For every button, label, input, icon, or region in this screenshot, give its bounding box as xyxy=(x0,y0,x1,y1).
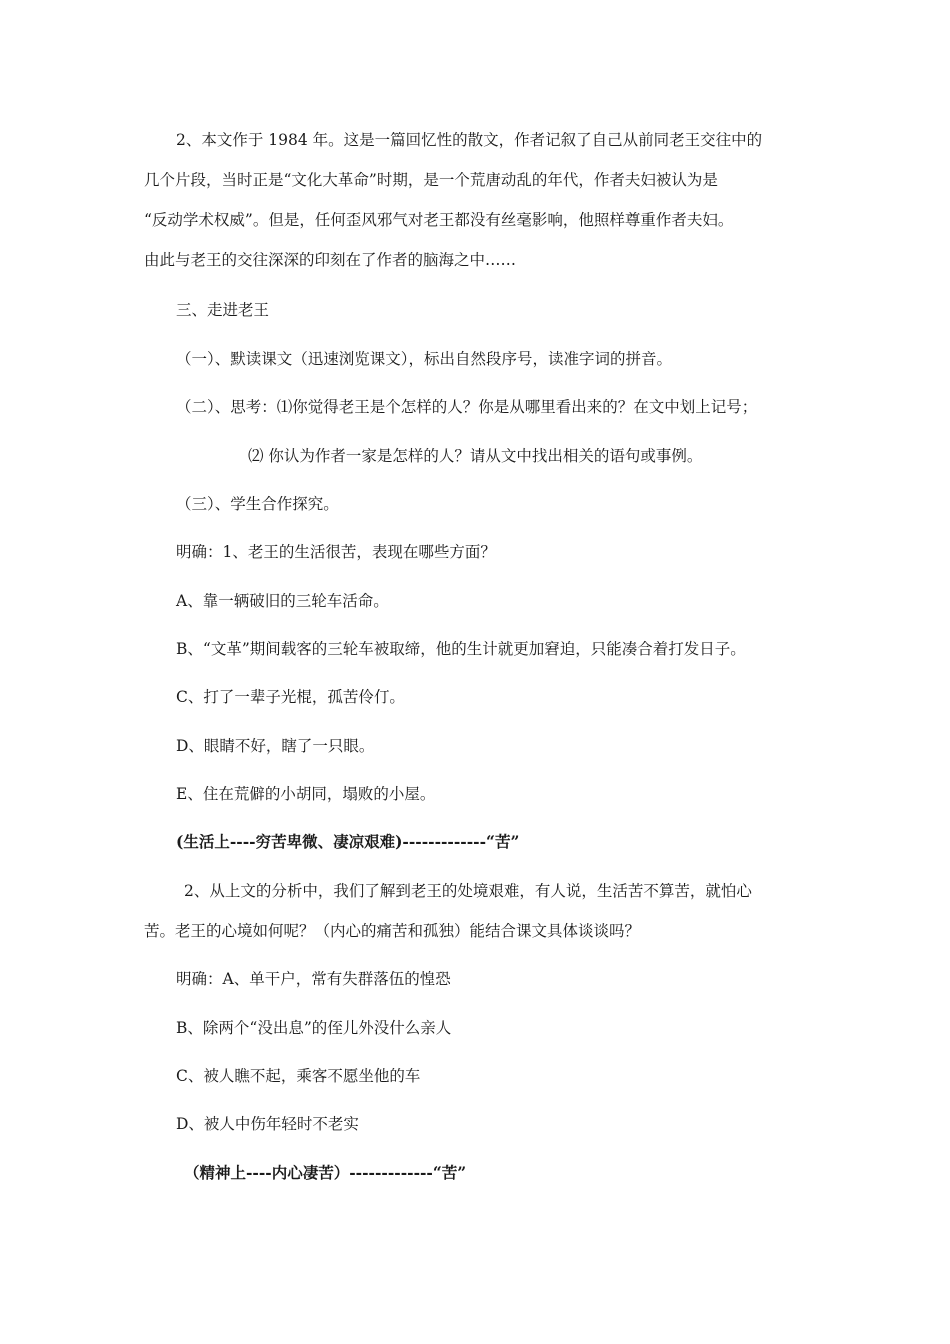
section-title: 三、走进老王 xyxy=(176,301,270,319)
question-2-line-2: 苦。老王的心境如何呢？（内心的痛苦和孤独）能结合课文具体谈谈吗？ xyxy=(144,922,641,940)
intro-line-3: “反动学术权威”。但是，任何歪风邪气对老王都没有丝毫影响，他照样尊重作者夫妇。 xyxy=(144,211,734,229)
intro-line-1: 2、本文作于 1984 年。这是一篇回忆性的散文，作者记叙了自己从前同老王交往中的 xyxy=(176,131,763,149)
summary-2: （精神上----内心凄苦）-------------“苦” xyxy=(184,1163,467,1182)
answer-2-intro: 明确：A、单干户，常有失群落伍的惶恐 xyxy=(176,970,451,988)
step-2: （二）、思考：⑴你觉得老王是个怎样的人？你是从哪里看出来的？在文中划上记号； xyxy=(176,398,758,416)
answer-2-item-b: B、除两个“没出息”的侄儿外没什么亲人 xyxy=(176,1019,452,1037)
answer-2-item-c: C、被人瞧不起，乘客不愿坐他的车 xyxy=(176,1067,421,1085)
step-1: （一）、默读课文（迅速浏览课文），标出自然段序号，读准字词的拼音。 xyxy=(176,350,673,368)
intro-line-4: 由此与老王的交往深深的印刻在了作者的脑海之中…… xyxy=(144,251,517,269)
answer-1-item-e: E、住在荒僻的小胡同，塌败的小屋。 xyxy=(176,785,436,803)
answer-1-intro: 明确：1、老王的生活很苦，表现在哪些方面？ xyxy=(176,543,496,561)
answer-2-item-d: D、被人中伤年轻时不老实 xyxy=(176,1115,359,1133)
intro-line-2: 几个片段，当时正是“文化大革命”时期，是一个荒唐动乱的年代，作者夫妇被认为是 xyxy=(144,171,718,189)
summary-1: (生活上----穷苦卑微、凄凉艰难)-------------“苦” xyxy=(176,832,520,851)
answer-1-item-b: B、“文革”期间载客的三轮车被取缔，他的生计就更加窘迫，只能凑合着打发日子。 xyxy=(176,640,746,658)
answer-1-item-a: A、靠一辆破旧的三轮车活命。 xyxy=(176,592,389,610)
answer-1-item-c: C、打了一辈子光棍，孤苦伶仃。 xyxy=(176,688,405,706)
step-3: （三）、学生合作探究。 xyxy=(176,495,339,513)
question-2-line-1: 2、从上文的分析中，我们了解到老王的处境艰难，有人说，生活苦不算苦，就怕心 xyxy=(184,882,752,900)
step-2-sub: ⑵ 你认为作者一家是怎样的人？请从文中找出相关的语句或事例。 xyxy=(248,447,703,465)
answer-1-item-d: D、眼睛不好，瞎了一只眼。 xyxy=(176,737,375,755)
